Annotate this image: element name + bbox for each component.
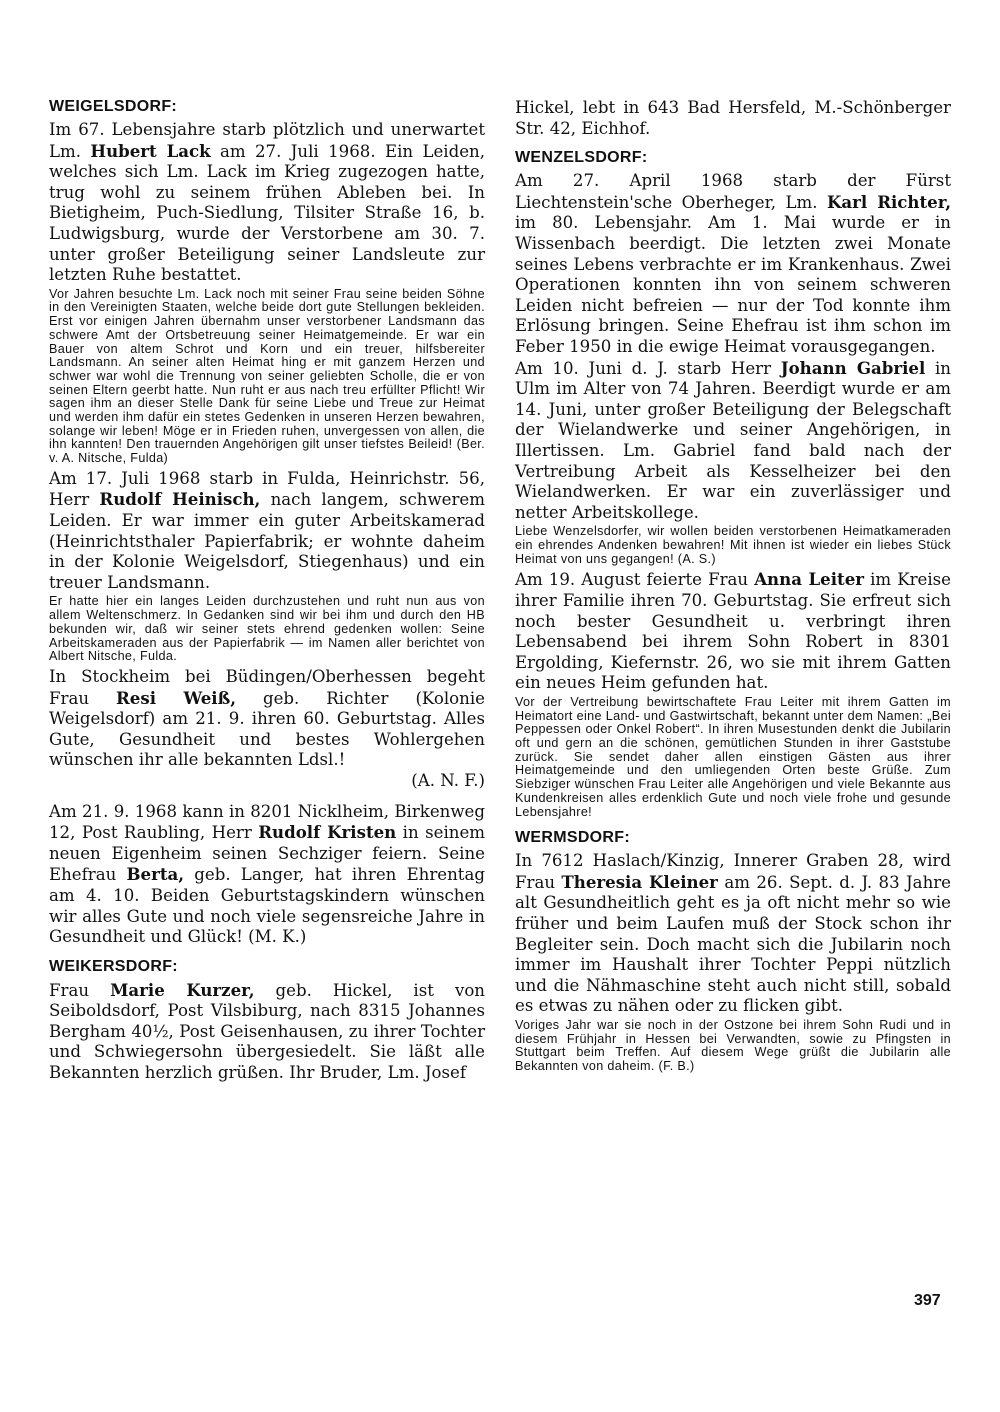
text-segment: im Kreise ihrer Familie ihren 70. Geburtstag. Sie erfreut sich noch bester Gesundheit u. verbringt ihren Lebensabend bei ihrem Sohn Robert in 8301 Ergolding, Kiefernstr. 26, wo sie mit ihrem Gatten ein neues Heim gefunden hat. [515, 570, 951, 693]
text-segment: Voriges Jahr war sie noch in der Ostzone bei ihrem Sohn Rudi und in diesem Frühjahr in Hessen bei Verwandten, sowie zu Pfingsten in Stuttgart beim Treffen. Auf diesem Wege grüßt die Jubilarin alle Bekannten von daheim. (F. B.) [515, 1018, 951, 1074]
text-segment: Vor der Vertreibung bewirtschaftete Frau Leiter mit ihrem Gatten im Heimatort eine Land- und Gastwirtschaft, bekannt unter dem Namen: „Bei Peppessen oder Onkel Robert“. In ihren Musestunden denkt die Jubilarin oft und gern an die schönen, gemütlichen Stunden in ihrer Gaststube zurück. Sie sendet daher allen einstigen Gästen aus ihrer Heimatgemeinde und den umliegenden Orten beste Grüße. Zum Siebziger wünschen Frau Leiter alle Angehörigen und viele Bekannte aus Kundenkreisen alles erdenklich Gute und noch viele frohe und gesunde Lebensjahre! [515, 694, 951, 819]
text-segment: Vor Jahren besuchte Lm. Lack noch mit seiner Frau seine beiden Söhne in den Vereinigten Staaten, welche beide dort gute Stellungen bekleiden. Erst vor einigen Jahren übernahm unser verstorbener Landsmann das schwere Amt der Ortsbetreuung seiner Heimatgemeinde. Er war ein Bauer von altem Schrot und Korn und ein treuer, hilfsbereiter Landsmann. An seiner alten Heimat hing er mit ganzem Herzen und schwer war wohl die Trennung von seiner geliebten Scholle, die er von seinen Eltern geerbt hatte. Nun ruht er aus nach treu erfüllter Pflicht! Wir sagen ihm an dieser Stelle Dank für seine Liebe und Treue zur Heimat und werden ihm dafür ein stetes Gedenken in unseren Herzen bewahren, solange wir leben! Möge er in Frieden ruhen, unvergessen von allen, die ihn kannten! Den trauernden Angehörigen gilt unser tiefstes Beileid! (Ber. v. A. Nitsche, Fulda) [49, 286, 485, 466]
small-print-paragraph [49, 288, 485, 466]
paragraph [515, 358, 951, 524]
text-segment: (A. N. F.) [411, 770, 485, 790]
left-column [49, 98, 485, 1084]
section-heading: WEIKERSDORF: [49, 957, 178, 975]
section-heading: WERMSDORF: [515, 829, 630, 847]
text-segment: in Ulm im Alter von 74 Jahren. Beerdigt wurde er am 14. Juni, unter großer Beteiligung der Belegschaft der Wielandwerke und seiner Angehörigen, in Illertissen. Lm. Gabriel fand bald nach der Vertreibung Arbeit als Kesselheizer bei den Wielandwerken. Er war ein zuverlässiger und netter Arbeitskollege. [515, 358, 951, 522]
paragraph [49, 802, 485, 948]
text-segment: am 26. Sept. d. J. 83 Jahre alt Gesundheitlich geht es ja oft nicht mehr so wie früher und beim Laufen muß der Stock schon ihr Begleiter sein. Doch macht sich die Jubilarin noch immer im Haushalt ihrer Tochter Peppi nützlich und die Nähmaschine steht auch nicht still, sobald es etwas zu nähen oder zu flicken gibt. [515, 872, 952, 1016]
person-name: Rudolf Kristen [258, 822, 397, 843]
person-name: Theresia Kleiner [561, 871, 718, 892]
paragraph [49, 980, 485, 1084]
text-segment: Am 27. April 1968 starb der Fürst Liechtenstein'sche Oberheger, Lm. [515, 171, 951, 212]
right-column [515, 98, 951, 1077]
text-segment: in seinem neuen Eigenheim seinen Sechziger feiern. Seine Ehefrau [49, 823, 485, 885]
text-segment: nach langem, schwerem Leiden. Er war immer ein guter Arbeitskamerad (Heinrichtsthaler Papierfabrik; er wohnte daheim in der Kolonie Weigelsdorf, Stiegenhaus) und ein treuer Landsmann. [49, 490, 485, 592]
text-segment: geb. Langer, hat ihren Ehrentag am 4. 10. Beiden Geburtstagskindern wünschen wir alles Gute und noch viele segensreiche Jahre in Gesundheit und Glück! (M. K.) [49, 865, 485, 947]
person-name: Anna Leiter [754, 569, 865, 590]
person-name: Marie Kurzer, [110, 979, 255, 1000]
person-name: Johann Gabriel [780, 357, 926, 378]
paragraph [515, 171, 951, 357]
text-segment: Im 67. Lebensjahre starb plötzlich und unerwartet Lm. [49, 120, 485, 161]
small-print-paragraph [515, 525, 951, 566]
small-print-paragraph [515, 696, 951, 819]
text-segment: Am 17. Juli 1968 starb in Fulda, Heinrichstr. 56, Herr [49, 468, 485, 510]
text-segment: geb. Hickel, ist von Seiboldsdorf, Post Vilsbiburg, nach 8315 Johannes Bergham 40½, Post Geisenhausen, zu ihrer Tochter und Schwiegersohn übergesiedelt. Sie läßt alle Bekannten herzlich grüßen. Ihr Bruder, Lm. Josef [49, 980, 485, 1083]
person-name: Berta, [126, 864, 185, 885]
text-segment: Am 21. 9. 1968 kann in 8201 Nicklheim, Birkenweg 12, Post Raubling, Herr [49, 801, 485, 843]
small-print-paragraph [49, 595, 485, 664]
person-name: Hubert Lack [90, 140, 211, 161]
section-heading: WENZELSDORF: [515, 149, 648, 167]
person-name: Karl Richter, [827, 191, 952, 212]
paragraph [49, 667, 485, 771]
text-segment: geb. Richter (Kolonie Weigelsdorf) am 21. 9. ihren 60. Geburtstag. Alles Gute, Gesundheit und bestes Wohlergehen wünschen ihr alle bekannten Ldsl.! [49, 688, 485, 770]
text-segment: Frau [49, 980, 111, 1000]
paragraph [515, 851, 951, 1017]
page-number: 397 [914, 1292, 941, 1309]
signature [49, 771, 485, 792]
text-segment: In 7612 Haslach/Kinzig, Innerer Graben 28, wird Frau [515, 851, 951, 892]
text-segment: im 80. Lebensjahr. Am 1. Mai wurde er in Wissenbach beerdigt. Die letzten zwei Monate seines Lebens verbrachte er im Krankenhaus. Zwei Operationen konnten ihn von seinem schweren Leiden nicht befreien — nur der Tod konnte ihm Erlösung bringen. Seine Ehefrau ist ihm schon im Feber 1950 in die ewige Heimat vorausgegangen. [515, 213, 951, 356]
small-print-paragraph [515, 1019, 951, 1074]
paragraph [515, 569, 951, 694]
text-segment: Hickel, lebt in 643 Bad Hersfeld, M.-Schönberger Str. 42, Eichhof. [515, 98, 951, 138]
person-name: Resi Weiß, [116, 687, 236, 708]
text-segment: am 27. Juli 1968. Ein Leiden, welches sich Lm. Lack im Krieg zugezogen hatte, trug wohl zu seinem frühen Ableben bei. In Bietigheim, Puch-Siedlung, Tilsiter Straße 16, b. Ludwigsburg, wurde der Verstorbene am 30. 7. unter großer Beteiligung seiner Landsleute zur letzten Ruhe bestattet. [49, 141, 485, 285]
paragraph [49, 469, 485, 594]
text-segment: Am 10. Juni d. J. starb Herr [515, 358, 781, 378]
text-segment: Liebe Wenzelsdorfer, wir wollen beiden verstorbenen Heimatkameraden ein ehrendes Andenken bewahren! Mit ihnen ist wieder ein liebes Stück Heimat von uns gegangen! (A. S.) [515, 524, 951, 566]
text-segment: Er hatte hier ein langes Leiden durchzustehen und ruht nun aus von allem Weltenschmerz. In Gedanken sind wir bei ihm und durch den HB bekunden wir, daß wir seiner stets ehrend gedenken wollen: Seine Arbeitskameraden aus der Papierfabrik — im Namen aller berichtet von Albert Nitsche, Fulda. [49, 594, 485, 664]
section-heading: WEIGELSDORF: [49, 98, 178, 115]
person-name: Rudolf Heinisch, [99, 489, 261, 510]
paragraph [49, 120, 485, 286]
text-segment: Am 19. August feierte Frau [515, 570, 755, 590]
paragraph [515, 98, 951, 139]
text-segment: In Stockheim bei Büdingen/Oberhessen begeht Frau [49, 666, 485, 708]
